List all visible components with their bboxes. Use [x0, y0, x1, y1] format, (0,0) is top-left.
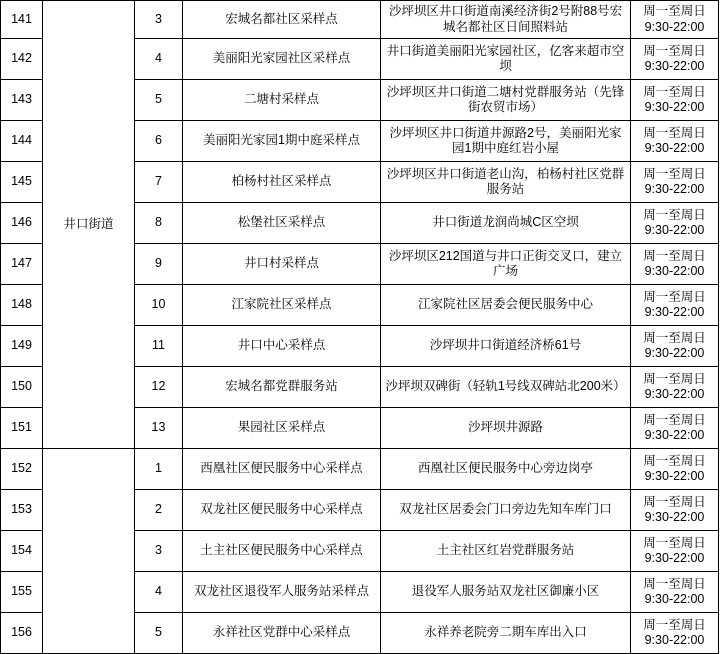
- service-time-line2: 9:30-22:00: [644, 182, 705, 197]
- site-name: 井口村采样点: [183, 244, 381, 285]
- site-address: 井口街道龙润尚城C区空坝: [381, 203, 631, 244]
- service-time-line1: 周一至周日: [643, 289, 706, 304]
- service-time-line1: 周一至周日: [643, 494, 706, 509]
- service-time: [631, 244, 719, 285]
- site-name: 双龙社区退役军人服务站采样点: [183, 572, 381, 613]
- service-time: [631, 203, 719, 244]
- service-time-line2: 9:30-22:00: [644, 633, 705, 648]
- service-time: [631, 572, 719, 613]
- service-time: [631, 80, 719, 121]
- row-no: 5: [135, 80, 183, 121]
- service-time-line1: 周一至周日: [643, 535, 706, 550]
- service-time-line1: 周一至周日: [643, 43, 706, 58]
- row-no: 8: [135, 203, 183, 244]
- site-name: 土主社区便民服务中心采样点: [183, 531, 381, 572]
- service-time: [631, 490, 719, 531]
- row-no: 4: [135, 39, 183, 80]
- row-id: 153: [1, 490, 43, 531]
- site-address: 井口街道美丽阳光家园社区，亿客来超市空坝: [381, 39, 631, 80]
- site-address: 沙坪坝井源路: [381, 408, 631, 449]
- row-no: 3: [135, 1, 183, 39]
- site-name: 美丽阳光家园1期中庭采样点: [183, 121, 381, 162]
- row-id: 147: [1, 244, 43, 285]
- site-name: 西凰社区便民服务中心采样点: [183, 449, 381, 490]
- row-id: 141: [1, 1, 43, 39]
- service-time: [631, 39, 719, 80]
- row-no: 13: [135, 408, 183, 449]
- row-no: 11: [135, 326, 183, 367]
- site-address: 沙坪坝井口街道经济桥61号: [381, 326, 631, 367]
- row-id: 152: [1, 449, 43, 490]
- row-id: 146: [1, 203, 43, 244]
- service-time-line2: 9:30-22:00: [644, 428, 705, 443]
- site-name: 果园社区采样点: [183, 408, 381, 449]
- site-address: 双龙社区居委会门口旁边先知车库门口: [381, 490, 631, 531]
- service-time: [631, 613, 719, 654]
- row-no: 12: [135, 367, 183, 408]
- site-name: 江家院社区采样点: [183, 285, 381, 326]
- site-address: 沙坪坝区212国道与井口正街交叉口，建立广场: [381, 244, 631, 285]
- row-no: 6: [135, 121, 183, 162]
- row-no: 9: [135, 244, 183, 285]
- site-address: 沙坪坝区井口街道二塘村党群服务站（先锋街农贸市场）: [381, 80, 631, 121]
- row-id: 143: [1, 80, 43, 121]
- row-no: 5: [135, 613, 183, 654]
- row-no: 1: [135, 449, 183, 490]
- service-time-line1: 周一至周日: [643, 4, 706, 18]
- service-time-line1: 周一至周日: [643, 248, 706, 263]
- site-address: 退役军人服务站双龙社区御廉小区: [381, 572, 631, 613]
- site-name: 宏城名都社区采样点: [183, 1, 381, 39]
- site-name: 美丽阳光家园社区采样点: [183, 39, 381, 80]
- table-row: [1, 449, 719, 490]
- service-time-line2: 9:30-22:00: [644, 469, 705, 484]
- street-cell: [43, 449, 135, 654]
- site-name: 松堡社区采样点: [183, 203, 381, 244]
- service-time-line1: 周一至周日: [643, 412, 706, 427]
- site-name: 井口中心采样点: [183, 326, 381, 367]
- row-no: 10: [135, 285, 183, 326]
- table-body: [1, 1, 719, 654]
- row-id: 144: [1, 121, 43, 162]
- service-time-line1: 周一至周日: [643, 453, 706, 468]
- street-cell: 井口街道: [43, 1, 135, 449]
- site-address: 沙坪坝双碑街（轻轨1号线双碑站北200米）: [381, 367, 631, 408]
- table-row: [1, 1, 719, 39]
- service-time-line2: 9:30-22:00: [644, 305, 705, 320]
- site-address: 西凰社区便民服务中心旁边岗亭: [381, 449, 631, 490]
- service-time-line2: 9:30-22:00: [644, 141, 705, 156]
- row-id: 155: [1, 572, 43, 613]
- row-id: 154: [1, 531, 43, 572]
- site-address: 沙坪坝区井口街道南溪经济街2号附88号宏城名都社区日间照料站: [381, 1, 631, 39]
- site-name: 双龙社区便民服务中心采样点: [183, 490, 381, 531]
- service-time-line1: 周一至周日: [643, 84, 706, 99]
- service-time-line1: 周一至周日: [643, 617, 706, 632]
- service-time-line2: 9:30-22:00: [644, 100, 705, 115]
- site-address: 沙坪坝区井口街道老山沟，柏杨村社区党群服务站: [381, 162, 631, 203]
- service-time: [631, 367, 719, 408]
- row-id: 145: [1, 162, 43, 203]
- site-address: 永祥养老院旁二期车库出入口: [381, 613, 631, 654]
- service-time-line2: 9:30-22:00: [644, 59, 705, 74]
- service-time: [631, 285, 719, 326]
- service-time: [631, 326, 719, 367]
- site-address: 江家院社区居委会便民服务中心: [381, 285, 631, 326]
- site-address: 沙坪坝区井口街道井源路2号，美丽阳光家园1期中庭红岩小屋: [381, 121, 631, 162]
- service-time-line2: 9:30-22:00: [644, 510, 705, 525]
- service-time-line2: 9:30-22:00: [644, 346, 705, 361]
- row-no: 4: [135, 572, 183, 613]
- row-no: 7: [135, 162, 183, 203]
- service-time-line2: 9:30-22:00: [644, 223, 705, 238]
- service-time: [631, 1, 719, 39]
- service-time-line2: 9:30-22:00: [644, 19, 705, 34]
- service-time-line1: 周一至周日: [643, 207, 706, 222]
- service-time-line2: 9:30-22:00: [644, 387, 705, 402]
- site-address: 土主社区红岩党群服务站: [381, 531, 631, 572]
- row-id: 156: [1, 613, 43, 654]
- row-id: 149: [1, 326, 43, 367]
- service-time: [631, 121, 719, 162]
- row-no: 3: [135, 531, 183, 572]
- service-time-line1: 周一至周日: [643, 371, 706, 386]
- row-id: 142: [1, 39, 43, 80]
- site-name: 柏杨村社区采样点: [183, 162, 381, 203]
- service-time: [631, 408, 719, 449]
- service-time-line1: 周一至周日: [643, 330, 706, 345]
- service-time-line2: 9:30-22:00: [644, 592, 705, 607]
- row-id: 148: [1, 285, 43, 326]
- service-time-line2: 9:30-22:00: [644, 264, 705, 279]
- service-time: [631, 449, 719, 490]
- row-id: 150: [1, 367, 43, 408]
- row-id: 151: [1, 408, 43, 449]
- service-time-line1: 周一至周日: [643, 166, 706, 181]
- service-time-line2: 9:30-22:00: [644, 551, 705, 566]
- service-time-line1: 周一至周日: [643, 125, 706, 140]
- site-name: 宏城名都党群服务站: [183, 367, 381, 408]
- service-time: [631, 162, 719, 203]
- service-time: [631, 531, 719, 572]
- site-name: 永祥社区党群中心采样点: [183, 613, 381, 654]
- row-no: 2: [135, 490, 183, 531]
- service-time-line1: 周一至周日: [643, 576, 706, 591]
- site-name: 二塘村采样点: [183, 80, 381, 121]
